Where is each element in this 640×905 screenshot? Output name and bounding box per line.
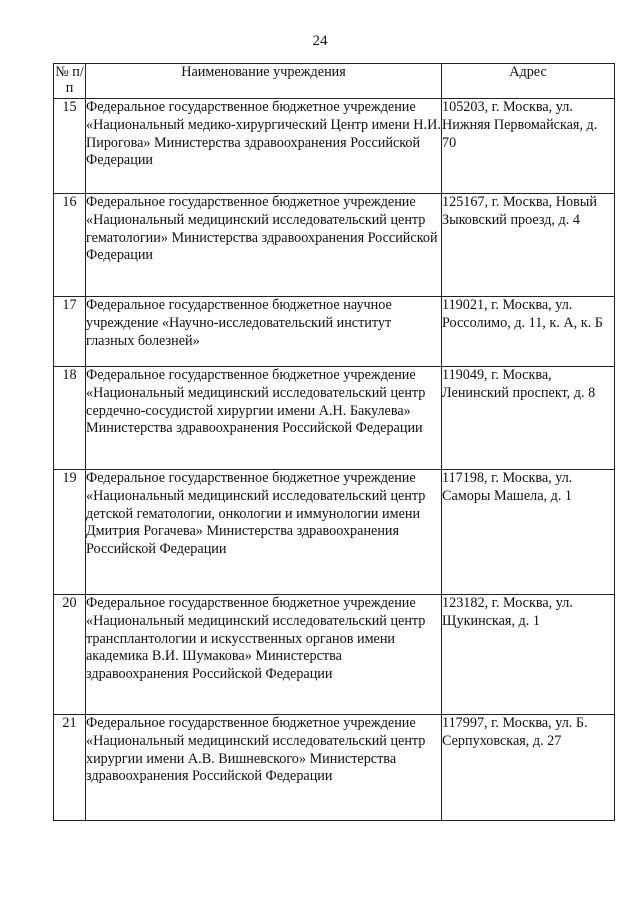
table-row xyxy=(54,715,615,821)
table-row xyxy=(54,470,615,595)
table-row xyxy=(54,297,615,367)
institution-address: 117198, г. Москва, ул. Саморы Машела, д. 1 xyxy=(442,470,615,595)
row-number: 19 xyxy=(54,470,86,595)
row-number: 20 xyxy=(54,595,86,715)
header-address: Адрес xyxy=(442,64,615,99)
institution-address: 123182, г. Москва, ул. Щукинская, д. 1 xyxy=(442,595,615,715)
table-row xyxy=(54,99,615,194)
row-number: 16 xyxy=(54,194,86,297)
header-number: № п/п xyxy=(54,64,86,99)
institutions-table xyxy=(53,63,615,821)
table-row xyxy=(54,367,615,470)
table-row xyxy=(54,595,615,715)
institution-address: 117997, г. Москва, ул. Б. Серпуховская, д. 27 xyxy=(442,715,615,821)
institution-name: Федеральное государственное бюджетное учреждение «Национальный медицинский исследовательский центр трансплантологии и искусственных органов имени академика В.И. Шумакова» Министерства здравоохранения Российской Федерации xyxy=(86,595,442,715)
header-name: Наименование учреждения xyxy=(86,64,442,99)
table-row xyxy=(54,194,615,297)
page-number: 24 xyxy=(312,33,328,49)
row-number: 21 xyxy=(54,715,86,821)
institution-name: Федеральное государственное бюджетное учреждение «Национальный медицинский исследовательский центр детской гематологии, онкологии и иммунологии имени Дмитрия Рогачева» Министерства здравоохранения Российской Федерации xyxy=(86,470,442,595)
institution-address: 125167, г. Москва, Новый Зыковский проезд, д. 4 xyxy=(442,194,615,297)
institution-name: Федеральное государственное бюджетное научное учреждение «Научно-исследовательский институт глазных болезней» xyxy=(86,297,442,367)
institution-name: Федеральное государственное бюджетное учреждение «Национальный медицинский исследовательский центр сердечно-сосудистой хирургии имени А.Н. Бакулева» Министерства здравоохранения Российской Федерации xyxy=(86,367,442,470)
institution-name: Федеральное государственное бюджетное учреждение «Национальный медицинский исследовательский центр гематологии» Министерства здравоохранения Российской Федерации xyxy=(86,194,442,297)
row-number: 17 xyxy=(54,297,86,367)
row-number: 18 xyxy=(54,367,86,470)
institution-address: 119049, г. Москва, Ленинский проспект, д. 8 xyxy=(442,367,615,470)
institution-address: 119021, г. Москва, ул. Россолимо, д. 11, к. А, к. Б xyxy=(442,297,615,367)
institution-address: 105203, г. Москва, ул. Нижняя Первомайская, д. 70 xyxy=(442,99,615,194)
table-header-row xyxy=(54,64,615,99)
row-number: 15 xyxy=(54,99,86,194)
institution-name: Федеральное государственное бюджетное учреждение «Национальный медико-хирургический Центр имени Н.И. Пирогова» Министерства здравоохранения Российской Федерации xyxy=(86,99,442,194)
institution-name: Федеральное государственное бюджетное учреждение «Национальный медицинский исследовательский центр хирургии имени А.В. Вишневского» Министерства здравоохранения Российской Федерации xyxy=(86,715,442,821)
